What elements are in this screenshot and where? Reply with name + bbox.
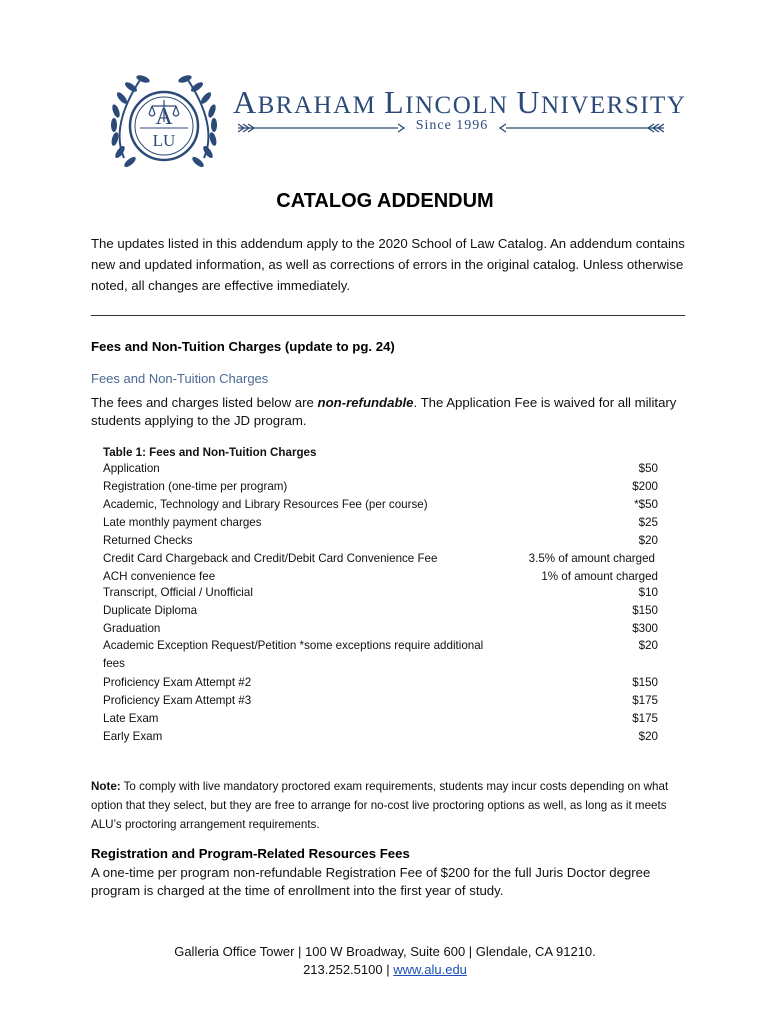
seal-bottom-letters: LU [152,131,176,150]
fee-amount: $200 [632,480,658,493]
note-label: Note: [91,780,121,793]
university-seal-icon [100,62,228,190]
fee-label: Late Exam [103,712,159,725]
fee-label: Late monthly payment charges [103,516,262,529]
table-row [103,621,658,637]
fees-intro-paragraph [91,394,691,430]
table-row [103,461,658,477]
footer [0,943,770,979]
fee-label: Registration (one-time per program) [103,480,288,493]
fee-label: Transcript, Official / Unofficial [103,586,253,599]
note-paragraph [91,777,691,834]
fee-amount: $20 [638,639,658,652]
table-row [103,729,658,745]
fee-label: Early Exam [103,730,163,743]
table-row [103,675,658,691]
table-caption: Table 1: Fees and Non-Tuition Charges [103,446,317,459]
table-row [103,497,658,513]
table-row [103,585,658,601]
table-row [103,569,658,585]
table-row [103,515,658,531]
fee-label: Credit Card Chargeback and Credit/Debit Card Convenience Fee [103,552,438,565]
fee-label: ACH convenience fee [103,570,216,583]
fee-amount: $150 [632,676,658,689]
seal-top-letter: A [155,104,173,130]
fee-amount: $10 [638,586,658,599]
footer-contact [0,961,770,979]
fees-intro-text-end: . The Application Fee is waived for all military students applying to the JD program. [91,395,677,428]
fees-table [103,445,658,745]
fee-amount: *$50 [634,498,658,511]
fee-label: Graduation [103,622,161,635]
university-name: ABRAHAM LINCOLN UNIVERSITY [233,84,687,120]
table-row [103,551,658,567]
fee-label: Proficiency Exam Attempt #2 [103,676,252,689]
fee-label: Duplicate Diploma [103,604,198,617]
table-row [103,711,658,727]
footer-separator: | [382,962,394,977]
fee-amount: 1% of amount charged [541,570,658,583]
fee-amount: $175 [632,712,658,725]
fee-label: Application [103,462,160,475]
fees-intro-text: The fees and charges listed below are [91,395,318,410]
page-title: CATALOG ADDENDUM [276,190,494,212]
fee-label: Returned Checks [103,534,193,547]
fee-amount: $150 [632,604,658,617]
fee-amount: $20 [638,730,658,743]
letterhead [100,62,687,182]
fees-section-heading: Fees and Non-Tuition Charges (update to pg. 24) [91,339,395,354]
website-link[interactable]: www.alu.edu [393,962,467,977]
fee-label: Academic Exception Request/Petition *some exceptions require additional fees [103,639,484,670]
note-text: To comply with live mandatory proctored exam requirements, students may incur costs depending on what option that they select, but they are free to arrange for no-cost live proctoring options as well, as long as it meets ALU’s proctoring arrangement requirements. [91,780,669,831]
fee-label: Academic, Technology and Library Resources Fee (per course) [103,498,428,511]
table-row [103,603,658,619]
fee-label: Proficiency Exam Attempt #3 [103,694,252,707]
registration-paragraph: A one-time per program non-refundable Registration Fee of $200 for the full Juris Doctor degree program is charged at the time of enrollment into the first year of study. [91,865,651,898]
table-row [103,693,658,709]
fee-amount: $50 [638,462,658,475]
fee-amount: $25 [638,516,658,529]
fee-amount: $300 [632,622,658,635]
since-year: Since 1996 [415,118,489,133]
fees-subheading: Fees and Non-Tuition Charges [91,371,269,386]
intro-paragraph: The updates listed in this addendum apply to the 2020 School of Law Catalog. An addendum contains new and updated information, as well as corrections of errors in the original catalog. Unless otherwise noted, all changes are effective immediately. [91,236,685,293]
table-row [103,637,658,673]
table-row [103,533,658,549]
footer-phone: 213.252.5100 [303,962,383,977]
fee-amount: $175 [632,694,658,707]
registration-heading: Registration and Program-Related Resources Fees [91,846,410,861]
table-row [103,479,658,495]
non-refundable-emphasis: non-refundable [317,395,414,410]
fee-amount: 3.5% of amount charged [528,552,655,565]
since-banner [238,118,666,138]
footer-address: Galleria Office Tower | 100 W Broadway, Suite 600 | Glendale, CA 91210. [174,944,596,959]
section-divider [91,315,685,316]
fee-amount: $20 [638,534,658,547]
